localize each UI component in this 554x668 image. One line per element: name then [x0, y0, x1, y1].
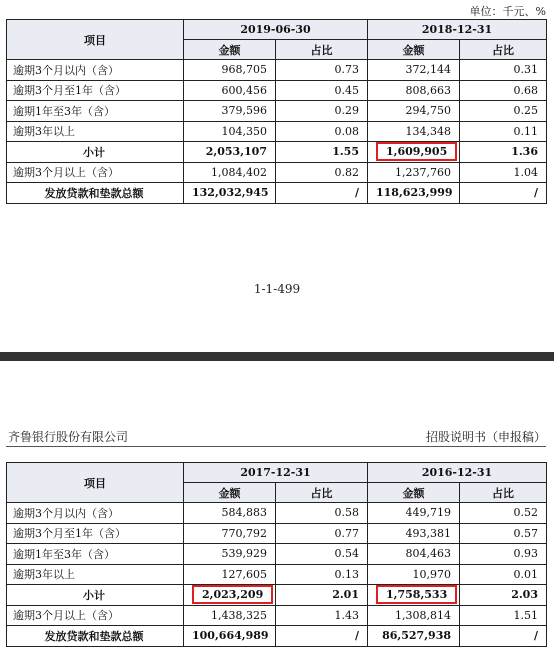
ratio-cell: /: [276, 626, 368, 647]
row-label: 发放贷款和垫款总额: [7, 183, 184, 204]
header-divider: [6, 446, 546, 447]
ratio-cell: 0.52: [460, 503, 547, 524]
overdue-loans-table-2: [6, 462, 547, 647]
ratio-cell: 0.58: [276, 503, 368, 524]
row-label: 逾期3个月以内（含）: [7, 503, 184, 524]
ratio-header: 占比: [460, 483, 547, 503]
amount-cell: 493,381: [368, 523, 460, 544]
amount-cell: 132,032,945: [184, 183, 276, 204]
ratio-cell: 0.82: [276, 162, 368, 183]
period-header: 2019-06-30: [184, 20, 368, 40]
table-row: [7, 60, 547, 81]
row-label: 逾期3年以上: [7, 121, 184, 142]
amount-cell: 100,664,989: [184, 626, 276, 647]
table-row: [7, 523, 547, 544]
row-label: 小计: [7, 142, 184, 163]
ratio-cell: 0.13: [276, 564, 368, 585]
page-number: 1-1-499: [253, 282, 301, 296]
item-column-header: 项目: [7, 20, 184, 60]
amount-cell: 1,237,760: [368, 162, 460, 183]
ratio-cell: 0.54: [276, 544, 368, 565]
table-row: [7, 121, 547, 142]
amount-cell: [368, 585, 460, 606]
ratio-cell: 0.25: [460, 101, 547, 122]
amount-cell: 379,596: [184, 101, 276, 122]
page-separator: [0, 352, 554, 361]
ratio-cell: 1.04: [460, 162, 547, 183]
period-header: 2017-12-31: [184, 463, 368, 483]
amount-cell: 808,663: [368, 80, 460, 101]
ratio-cell: /: [460, 183, 547, 204]
table-row: [7, 564, 547, 585]
amount-cell: 968,705: [184, 60, 276, 81]
amount-cell: 2,053,107: [184, 142, 276, 163]
ratio-cell: /: [276, 183, 368, 204]
ratio-cell: /: [460, 626, 547, 647]
amount-header: 金额: [368, 483, 460, 503]
ratio-cell: 2.01: [276, 585, 368, 606]
ratio-cell: 1.36: [460, 142, 547, 163]
ratio-cell: 0.57: [460, 523, 547, 544]
table-row: [7, 605, 547, 626]
amount-cell: 804,463: [368, 544, 460, 565]
table-row: [7, 162, 547, 183]
amount-cell: 539,929: [184, 544, 276, 565]
amount-cell: 770,792: [184, 523, 276, 544]
subtotal-row: [7, 585, 547, 606]
amount-cell: 10,970: [368, 564, 460, 585]
period-header: 2016-12-31: [368, 463, 547, 483]
amount-cell: 134,348: [368, 121, 460, 142]
ratio-cell: 1.51: [460, 605, 547, 626]
ratio-cell: 0.01: [460, 564, 547, 585]
amount-cell: 118,623,999: [368, 183, 460, 204]
ratio-cell: 0.08: [276, 121, 368, 142]
ratio-header: 占比: [276, 483, 368, 503]
ratio-cell: 0.31: [460, 60, 547, 81]
row-label: 小计: [7, 585, 184, 606]
table-row: [7, 544, 547, 565]
row-label: 逾期3个月以内（含）: [7, 60, 184, 81]
row-label: 逾期3个月以上（含）: [7, 605, 184, 626]
ratio-cell: 0.29: [276, 101, 368, 122]
amount-cell: 584,883: [184, 503, 276, 524]
amount-cell: [368, 142, 460, 163]
row-label: 逾期3个月以上（含）: [7, 162, 184, 183]
row-label: 发放贷款和垫款总额: [7, 626, 184, 647]
row-label: 逾期1年至3年（含）: [7, 544, 184, 565]
row-label: 逾期3个月至1年（含）: [7, 80, 184, 101]
amount-cell: 372,144: [368, 60, 460, 81]
document-title: 招股说明书（申报稿）: [425, 430, 546, 444]
row-label: 逾期1年至3年（含）: [7, 101, 184, 122]
amount-cell: 86,527,938: [368, 626, 460, 647]
overdue-loans-table-1: [6, 19, 547, 204]
ratio-cell: 0.11: [460, 121, 547, 142]
ratio-cell: 1.43: [276, 605, 368, 626]
ratio-cell: 0.93: [460, 544, 547, 565]
amount-cell: 1,084,402: [184, 162, 276, 183]
amount-cell: 127,605: [184, 564, 276, 585]
amount-header: 金额: [184, 40, 276, 60]
amount-header: 金额: [368, 40, 460, 60]
ratio-cell: 0.77: [276, 523, 368, 544]
amount-cell: 449,719: [368, 503, 460, 524]
amount-cell: 104,350: [184, 121, 276, 142]
ratio-cell: 2.03: [460, 585, 547, 606]
ratio-cell: 1.55: [276, 142, 368, 163]
table-row: [7, 503, 547, 524]
total-row: [7, 183, 547, 204]
total-row: [7, 626, 547, 647]
amount-cell: 600,456: [184, 80, 276, 101]
period-header: 2018-12-31: [368, 20, 547, 40]
table-row: [7, 80, 547, 101]
highlight-box: 1,758,533: [376, 585, 457, 604]
amount-header: 金额: [184, 483, 276, 503]
unit-note: 单位：千元、%: [469, 5, 546, 18]
row-label: 逾期3年以上: [7, 564, 184, 585]
item-column-header: 项目: [7, 463, 184, 503]
amount-cell: 1,308,814: [368, 605, 460, 626]
highlight-box: 1,609,905: [376, 142, 457, 161]
amount-cell: [184, 585, 276, 606]
amount-cell: 294,750: [368, 101, 460, 122]
subtotal-row: [7, 142, 547, 163]
ratio-cell: 0.68: [460, 80, 547, 101]
row-label: 逾期3个月至1年（含）: [7, 523, 184, 544]
table-row: [7, 101, 547, 122]
ratio-header: 占比: [276, 40, 368, 60]
ratio-cell: 0.73: [276, 60, 368, 81]
highlight-box: 2,023,209: [192, 585, 273, 604]
amount-cell: 1,438,325: [184, 605, 276, 626]
ratio-cell: 0.45: [276, 80, 368, 101]
ratio-header: 占比: [460, 40, 547, 60]
company-name: 齐鲁银行股份有限公司: [8, 430, 129, 444]
